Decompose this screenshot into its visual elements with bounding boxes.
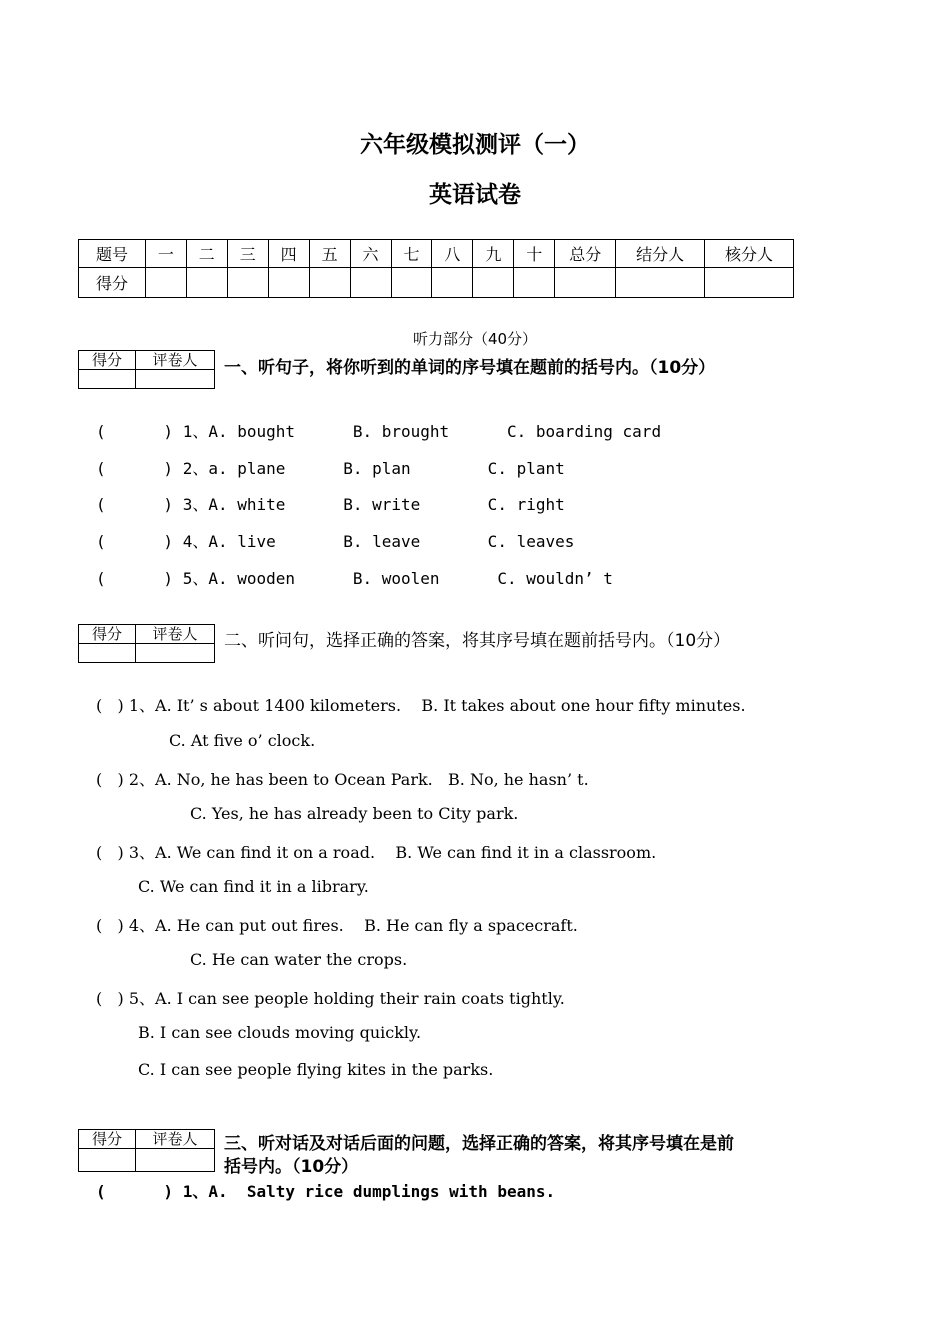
- score-header-cell: 七: [391, 240, 432, 268]
- section2-line: C. He can water the crops.: [190, 950, 408, 969]
- score-input-cell[interactable]: [391, 268, 432, 298]
- score-input-cell[interactable]: [555, 268, 616, 298]
- page-subtitle: 英语试卷: [429, 182, 521, 208]
- score-input-cell[interactable]: [616, 268, 705, 298]
- section1-question: ( ) 4、A. live B. leave C. leaves: [96, 532, 575, 551]
- score-input-cell[interactable]: [268, 268, 309, 298]
- score-header-cell: 九: [473, 240, 514, 268]
- score-input-cell[interactable]: [227, 268, 268, 298]
- section2-line: C. I can see people flying kites in the parks.: [138, 1060, 494, 1079]
- section1-heading: 一、听句子，将你听到的单词的序号填在题前的括号内。（10分）: [224, 358, 716, 378]
- grader-box: [78, 1129, 215, 1172]
- section2-line: C. At five o’ clock.: [169, 731, 316, 750]
- score-header-cell: 十: [514, 240, 555, 268]
- section3-heading-line1: 三、听对话及对话后面的问题，选择正确的答案，将其序号填在是前: [224, 1134, 734, 1154]
- score-row-label: 得分: [79, 268, 146, 298]
- score-input-cell[interactable]: [473, 268, 514, 298]
- section1-question: ( ) 5、A. wooden B. woolen C. wouldn’ t: [96, 569, 613, 588]
- grader-score-cell[interactable]: [79, 370, 136, 389]
- grader-score-cell[interactable]: [79, 1149, 136, 1172]
- score-header-cell: 八: [432, 240, 473, 268]
- score-header-cell: 二: [186, 240, 227, 268]
- score-table: [78, 239, 794, 298]
- section2-heading: 二、听问句，选择正确的答案，将其序号填在题前括号内。（10分）: [224, 631, 731, 651]
- grader-name-cell[interactable]: [136, 1149, 215, 1172]
- page-title: 六年级模拟测评（一）: [360, 132, 590, 158]
- score-header-cell: 一: [145, 240, 186, 268]
- section3-question: ( ) 1、A. Salty rice dumplings with beans.: [96, 1182, 556, 1201]
- section2-line: C. We can find it in a library.: [138, 877, 369, 896]
- grader-score-label: 得分: [79, 351, 136, 370]
- score-header-cell: 四: [268, 240, 309, 268]
- score-input-cell[interactable]: [145, 268, 186, 298]
- section2-line: ( ) 2、A. No, he has been to Ocean Park. B. No, he hasn’ t.: [96, 770, 589, 789]
- grader-name-label: 评卷人: [136, 1130, 215, 1149]
- section1-question: ( ) 1、A. bought B. brought C. boarding card: [96, 422, 662, 441]
- score-header-cell: 结分人: [616, 240, 705, 268]
- grader-box: [78, 350, 215, 389]
- score-header-cell: 题号: [79, 240, 146, 268]
- section2-line: ( ) 1、A. It’ s about 1400 kilometers. B. It takes about one hour fifty minutes.: [96, 696, 746, 715]
- score-header-cell: 核分人: [705, 240, 794, 268]
- score-input-cell[interactable]: [705, 268, 794, 298]
- score-input-cell[interactable]: [186, 268, 227, 298]
- score-header-cell: 三: [227, 240, 268, 268]
- grader-score-label: 得分: [79, 1130, 136, 1149]
- score-header-cell: 五: [309, 240, 350, 268]
- grader-score-label: 得分: [79, 625, 136, 644]
- score-header-cell: 总分: [555, 240, 616, 268]
- score-input-cell[interactable]: [309, 268, 350, 298]
- section2-line: ( ) 3、A. We can find it on a road. B. We can find it in a classroom.: [96, 843, 657, 862]
- section1-question: ( ) 2、a. plane B. plan C. plant: [96, 459, 565, 478]
- section2-line: ( ) 5、A. I can see people holding their rain coats tightly.: [96, 989, 565, 1008]
- listening-label: 听力部分（40分）: [412, 330, 538, 348]
- section1-question: ( ) 3、A. white B. write C. right: [96, 495, 565, 514]
- section3-heading-line2: 括号内。（10分）: [224, 1157, 359, 1177]
- grader-box: [78, 624, 215, 663]
- grader-score-cell[interactable]: [79, 644, 136, 663]
- score-input-cell[interactable]: [432, 268, 473, 298]
- score-input-cell[interactable]: [350, 268, 391, 298]
- score-input-cell[interactable]: [514, 268, 555, 298]
- grader-name-label: 评卷人: [136, 351, 215, 370]
- section2-line: ( ) 4、A. He can put out fires. B. He can fly a spacecraft.: [96, 916, 578, 935]
- section2-line: B. I can see clouds moving quickly.: [138, 1023, 422, 1042]
- score-header-cell: 六: [350, 240, 391, 268]
- grader-name-cell[interactable]: [136, 370, 215, 389]
- grader-name-cell[interactable]: [136, 644, 215, 663]
- section2-line: C. Yes, he has already been to City park.: [190, 804, 519, 823]
- grader-name-label: 评卷人: [136, 625, 215, 644]
